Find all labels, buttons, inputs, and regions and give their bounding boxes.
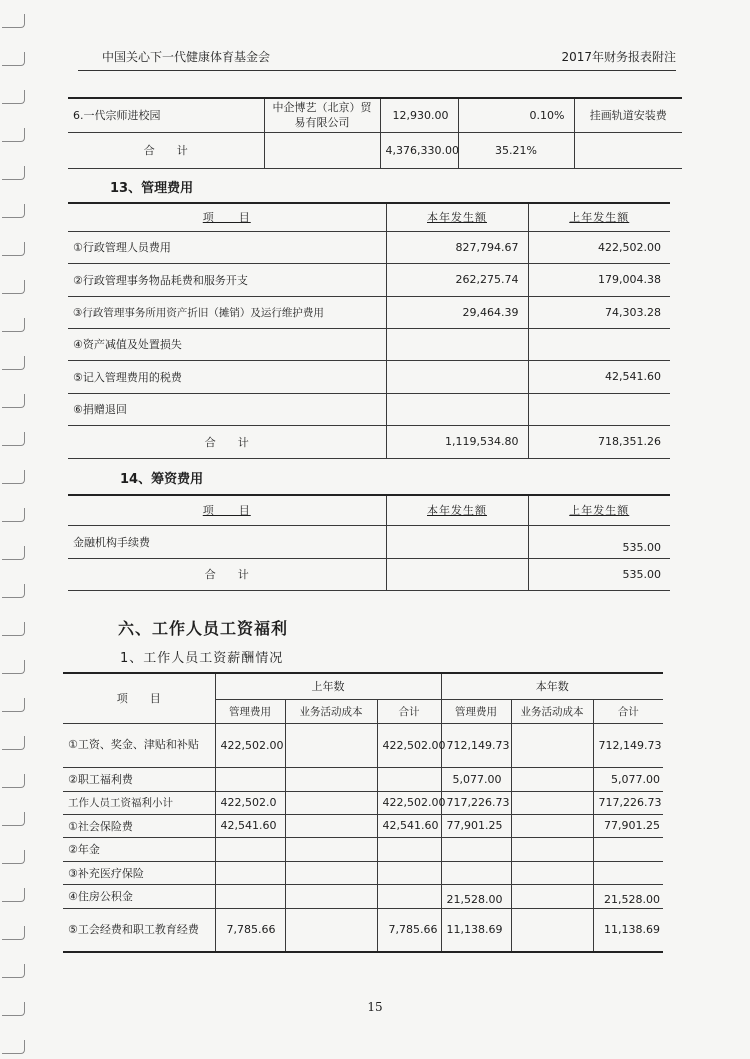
binder-hole [2, 356, 25, 370]
cur-mgmt [441, 861, 511, 884]
item-label: ④资产减值及处置损失 [68, 328, 386, 360]
col-header-previous: 上年发生额 [528, 203, 670, 231]
current-amount [386, 393, 528, 425]
prev-business [285, 723, 377, 767]
prev-total: 422,502.00 [377, 791, 441, 814]
binder-hole [2, 394, 25, 408]
previous-amount: 74,303.28 [528, 296, 670, 328]
prev-mgmt: 422,502.00 [215, 723, 285, 767]
cur-mgmt [441, 837, 511, 861]
item-label: ④住房公积金 [63, 884, 215, 908]
binder-hole [2, 90, 25, 104]
col-header-current-year: 本年数 [441, 673, 663, 699]
cur-total [593, 837, 663, 861]
binder-hole [2, 546, 25, 560]
col-header-previous-year: 上年数 [215, 673, 441, 699]
prev-business [285, 791, 377, 814]
previous-amount: 179,004.38 [528, 263, 670, 296]
cur-business [511, 814, 593, 837]
table-row [63, 837, 663, 861]
prev-business [285, 814, 377, 837]
cur-total [593, 861, 663, 884]
section-6-title: 六、工作人员工资福利 [118, 619, 289, 638]
cur-total: 77,901.25 [593, 814, 663, 837]
current-amount [386, 360, 528, 393]
binder-hole [2, 242, 25, 256]
col-header-current: 本年发生额 [386, 495, 528, 525]
binder-hole [2, 736, 25, 750]
table-row-subtotal [63, 791, 663, 814]
prev-business [285, 908, 377, 952]
cur-mgmt: 11,138.69 [441, 908, 511, 952]
item-label: ②职工福利费 [63, 767, 215, 791]
table-row-total [68, 132, 682, 168]
table-row [68, 525, 670, 558]
table-row-total [68, 425, 670, 458]
table-row [68, 296, 670, 328]
binder-hole [2, 128, 25, 142]
binder-hole [2, 926, 25, 940]
binder-hole [2, 622, 25, 636]
binder-hole [2, 698, 25, 712]
current-amount [386, 328, 528, 360]
prev-mgmt [215, 884, 285, 908]
item-label: ②行政管理事务物品耗费和服务开支 [68, 263, 386, 296]
item-label: ⑤工会经费和职工教育经费 [63, 908, 215, 952]
table-row [63, 767, 663, 791]
previous-amount [528, 328, 670, 360]
binder-hole [2, 280, 25, 294]
previous-amount: 535.00 [528, 525, 670, 558]
cur-total: 717,226.73 [593, 791, 663, 814]
col-header-current: 本年发生额 [386, 203, 528, 231]
subheader-business: 业务活动成本 [511, 699, 593, 723]
percentage: 0.10% [458, 98, 574, 132]
item-label: 金融机构手续费 [68, 525, 386, 558]
binder-hole [2, 14, 25, 28]
item-label: ③行政管理事务所用资产折旧（摊销）及运行维护费用 [68, 296, 386, 328]
table-row-total [68, 558, 670, 590]
subheader-mgmt: 管理费用 [215, 699, 285, 723]
subheader-total: 合计 [593, 699, 663, 723]
prev-mgmt: 42,541.60 [215, 814, 285, 837]
previous-amount: 535.00 [528, 558, 670, 590]
total-label: 合 计 [68, 132, 264, 168]
col-header-item: 项 目 [68, 495, 386, 525]
prev-business [285, 884, 377, 908]
binder-hole [2, 812, 25, 826]
table-header-row [68, 203, 670, 231]
current-amount [386, 525, 528, 558]
prev-total: 42,541.60 [377, 814, 441, 837]
cur-business [511, 791, 593, 814]
project-expense-table [68, 97, 682, 169]
cur-business [511, 767, 593, 791]
cur-business [511, 837, 593, 861]
previous-amount: 42,541.60 [528, 360, 670, 393]
item-label: ①社会保险费 [63, 814, 215, 837]
col-header-item: 项 目 [63, 673, 215, 723]
prev-mgmt: 422,502.0 [215, 791, 285, 814]
table-row [68, 328, 670, 360]
section-6-subtitle: 1、工作人员工资薪酬情况 [120, 651, 284, 666]
item-label: ③补充医疗保险 [63, 861, 215, 884]
item-label: ②年金 [63, 837, 215, 861]
section-13-title: 13、管理费用 [110, 181, 194, 196]
section-14-title: 14、筹资费用 [120, 472, 204, 487]
prev-total [377, 837, 441, 861]
cur-business [511, 908, 593, 952]
binder-hole [2, 470, 25, 484]
item-label: ①工资、奖金、津贴和补贴 [63, 723, 215, 767]
binder-hole [2, 850, 25, 864]
note: 挂画轨道安装费 [574, 98, 682, 132]
project-name: 6.一代宗师进校园 [68, 98, 264, 132]
prev-mgmt [215, 861, 285, 884]
cur-total: 21,528.00 [593, 884, 663, 908]
binder-hole [2, 318, 25, 332]
page-number: 15 [367, 1000, 383, 1014]
table-row [68, 98, 682, 132]
subheader-business: 业务活动成本 [285, 699, 377, 723]
financing-expense-table [68, 494, 670, 591]
previous-amount: 422,502.00 [528, 231, 670, 263]
binder-hole [2, 432, 25, 446]
company-name [264, 132, 380, 168]
cur-business [511, 884, 593, 908]
prev-total [377, 884, 441, 908]
cur-mgmt: 5,077.00 [441, 767, 511, 791]
prev-total [377, 767, 441, 791]
cur-total: 5,077.00 [593, 767, 663, 791]
binder-holes [2, 0, 28, 1059]
binder-hole [2, 204, 25, 218]
table-row [63, 884, 663, 908]
binder-hole [2, 1040, 25, 1054]
prev-total: 7,785.66 [377, 908, 441, 952]
company-name: 中企博艺（北京）贸易有限公司 [264, 98, 380, 132]
subheader-mgmt: 管理费用 [441, 699, 511, 723]
page-header [78, 46, 676, 71]
subheader-total: 合计 [377, 699, 441, 723]
prev-total [377, 861, 441, 884]
table-header-row [68, 495, 670, 525]
note [574, 132, 682, 168]
prev-mgmt: 7,785.66 [215, 908, 285, 952]
prev-mgmt [215, 837, 285, 861]
binder-hole [2, 964, 25, 978]
percentage: 35.21% [458, 132, 574, 168]
prev-business [285, 767, 377, 791]
cur-mgmt: 712,149.73 [441, 723, 511, 767]
cur-total: 11,138.69 [593, 908, 663, 952]
binder-hole [2, 584, 25, 598]
current-amount: 29,464.39 [386, 296, 528, 328]
item-label: ⑥捐赠退回 [68, 393, 386, 425]
binder-hole [2, 52, 25, 66]
table-row [63, 861, 663, 884]
cur-total: 712,149.73 [593, 723, 663, 767]
table-row [68, 263, 670, 296]
col-header-previous: 上年发生额 [528, 495, 670, 525]
cur-mgmt: 77,901.25 [441, 814, 511, 837]
current-amount: 827,794.67 [386, 231, 528, 263]
header-org: 中国关心下一代健康体育基金会 [102, 50, 271, 64]
previous-amount [528, 393, 670, 425]
amount: 12,930.00 [380, 98, 458, 132]
prev-total: 422,502.00 [377, 723, 441, 767]
table-header-row [63, 673, 663, 699]
binder-hole [2, 166, 25, 180]
cur-mgmt: 21,528.00 [441, 884, 511, 908]
item-label: ①行政管理人员费用 [68, 231, 386, 263]
cur-mgmt: 717,226.73 [441, 791, 511, 814]
table-row [68, 360, 670, 393]
table-row [68, 231, 670, 263]
item-label: ⑤记入管理费用的税费 [68, 360, 386, 393]
table-row [68, 393, 670, 425]
previous-amount: 718,351.26 [528, 425, 670, 458]
header-report-title: 2017年财务报表附注 [561, 50, 676, 64]
table-row [63, 814, 663, 837]
binder-hole [2, 508, 25, 522]
binder-hole [2, 888, 25, 902]
cur-business [511, 861, 593, 884]
salary-table [63, 672, 663, 953]
current-amount [386, 558, 528, 590]
total-label: 合 计 [68, 558, 386, 590]
binder-hole [2, 660, 25, 674]
prev-business [285, 861, 377, 884]
admin-expense-table [68, 202, 670, 459]
current-amount: 1,119,534.80 [386, 425, 528, 458]
current-amount: 262,275.74 [386, 263, 528, 296]
table-row [63, 908, 663, 952]
total-label: 合 计 [68, 425, 386, 458]
table-row [63, 723, 663, 767]
prev-mgmt [215, 767, 285, 791]
prev-business [285, 837, 377, 861]
cur-business [511, 723, 593, 767]
col-header-item: 项 目 [68, 203, 386, 231]
amount: 4,376,330.00 [380, 132, 458, 168]
item-label: 工作人员工资福利小计 [63, 791, 215, 814]
binder-hole [2, 774, 25, 788]
